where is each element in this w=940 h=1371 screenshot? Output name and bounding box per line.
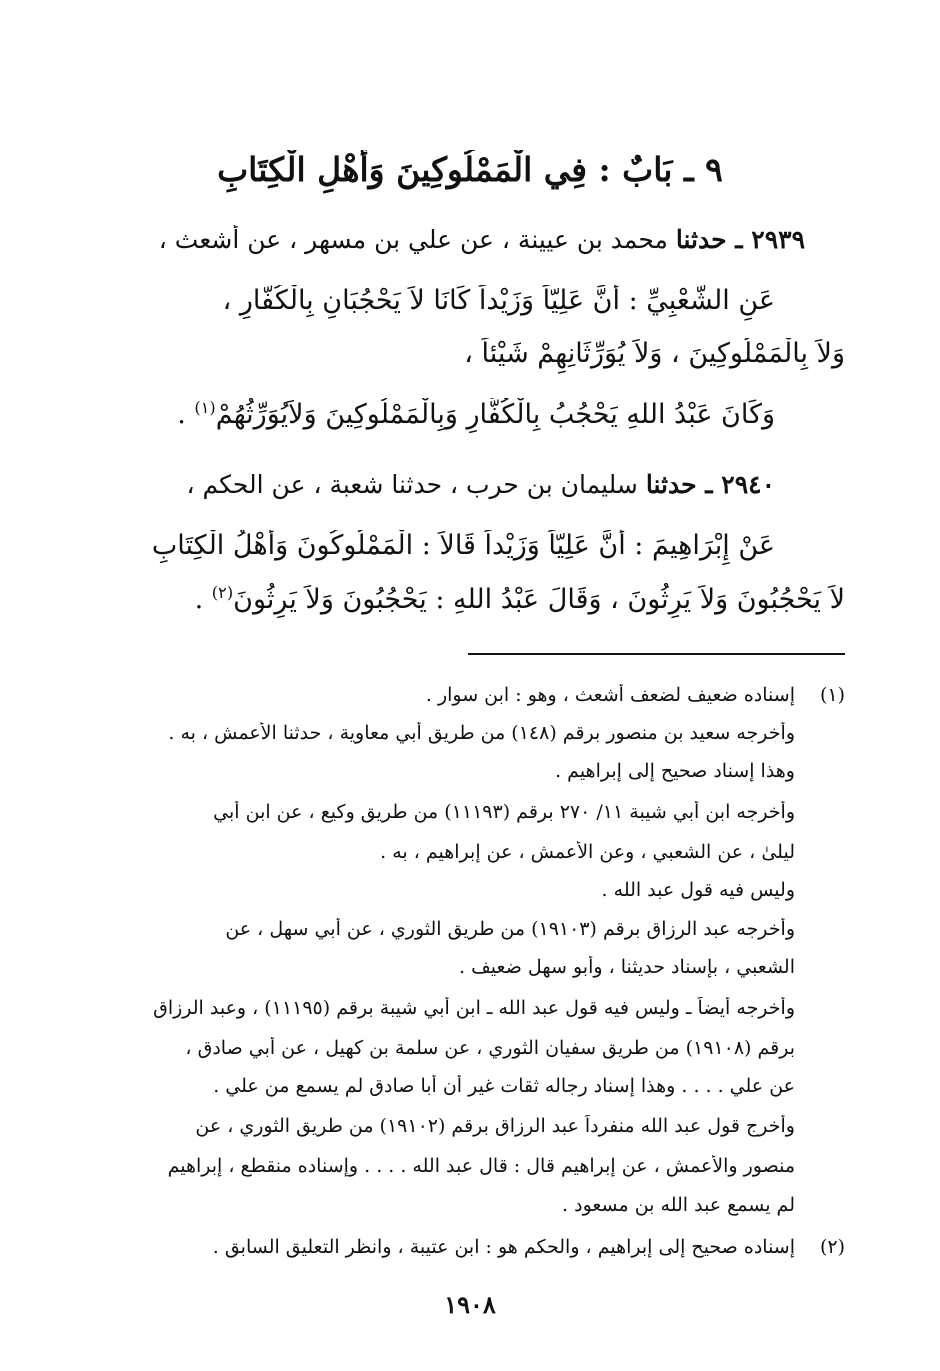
hadith-number: ٢٩٤٠ ـ حدثنا: [645, 470, 775, 499]
matn-text: لاَ يَحْجُبُونَ وَلاَ يَرِثُونَ ، وَقَالَ عَبْدُ اللهِ : يَحْجُبُونَ وَلاَ يَرِثُونَ: [233, 584, 845, 615]
footnote-line: منصور والأعمش ، عن إبراهيم قال : قال عبد الله . . . . وإسناده منقطع ، إبراهيم: [167, 1155, 795, 1177]
footnote-line: وأخرجه ابن أبي شيبة ١١/ ٢٧٠ برقم (١١١٩٣) من طريق وكيع ، عن ابن أبي: [213, 801, 795, 823]
footnote-line: وليس فيه قول عبد الله .: [601, 879, 795, 901]
matn-text: وَكَانَ عَبْدُ اللهِ يَحْجُبُ بِالْكُفَّارِ وَبِالْمَمْلُوكِينَ وَلاَيُوَرِّثُهُمْ: [215, 399, 775, 430]
footnote-ref-2: (٢): [211, 583, 234, 602]
footnote-line: عن علي . . . . وهذا إسناد رجاله ثقات غير أن أبا صادق لم يسمع من علي .: [213, 1075, 795, 1097]
hadith-2940-matn-line-2: [175, 583, 845, 629]
footnote-line: وأخرجه سعيد بن منصور برقم (١٤٨) من طريق أبي معاوية ، حدثنا الأعمش ، به .: [168, 722, 795, 744]
footnote-line: ليلىٰ ، عن الشعبي ، وعن الأعمش ، عن إبراهيم ، به .: [380, 841, 795, 863]
footnote-line: وأخرج قول عبد الله منفرداً عبد الرزاق برقم (١٩١٠٢) من طريق الثوري ، عن: [195, 1115, 795, 1137]
hadith-2939-matn-line-1: عَنِ الشَّعْبِيِّ : أَنَّ عَلِيّاً وَزَيْداً كَانَا لاَ يَحْجُبَانِ بِالْكُفَّارِ ،: [222, 285, 775, 316]
footnote-line: إسناده ضعيف لضعف أشعث ، وهو : ابن سوار .: [425, 684, 795, 706]
page-number: ١٩٠٨: [444, 1290, 496, 1319]
matn-end: .: [177, 399, 195, 430]
footnote-line: وهذا إسناد صحيح إلى إبراهيم .: [555, 760, 795, 782]
footnote-line: لم يسمع عبد الله بن مسعود .: [562, 1194, 795, 1216]
chapter-title: ٩ ـ بَابٌ : فِي الْمَمْلُوكِينَ وَأَهْلِ الْكِتَابِ: [217, 150, 723, 189]
footnote-line: وأخرجه أيضاً ـ وليس فيه قول عبد الله ـ ابن أبي شيبة برقم (١١١٩٥) ، وعبد الرزاق: [153, 997, 795, 1019]
footnote-separator: [468, 653, 845, 655]
footnote-line: الشعبي ، بإسناد حديثنا ، وأبو سهل ضعيف .: [459, 956, 795, 978]
isnad-text: سليمان بن حرب ، حدثنا شعبة ، عن الحكم ،: [186, 470, 638, 499]
footnote-line: إسناده صحيح إلى إبراهيم ، والحكم هو : ابن عتيبة ، وانظر التعليق السابق .: [212, 1236, 795, 1258]
hadith-2939-matn-line-3: [175, 398, 775, 444]
isnad-text: محمد بن عيينة ، عن علي بن مسهر ، عن أشعث ،: [158, 225, 668, 254]
matn-end: .: [194, 584, 212, 615]
footnote-2-marker: (٢): [819, 1236, 845, 1258]
hadith-2940-matn-line-1: عَنْ إِبْرَاهِيمَ : أَنَّ عَلِيّاً وَزَيْداً قَالاَ : الْمَمْلُوكُونَ وَأَهْلُ الْكِتَابِ: [151, 530, 775, 561]
hadith-2939-matn-line-2: وَلاَ بِالْمَمْلُوكِينَ ، وَلاَ يُوَرِّثَانِهِمْ شَيْئاً ،: [464, 338, 845, 369]
footnote-line: برقم (١٩١٠٨) من طريق سفيان الثوري ، عن سلمة بن كهيل ، عن أبي صادق ،: [185, 1037, 795, 1059]
footnote-line: وأخرجه عبد الرزاق برقم (١٩١٠٣) من طريق الثوري ، عن أبي سهل ، عن: [225, 918, 795, 940]
footnote-ref-1: (١): [194, 398, 216, 417]
footnote-1-marker: (١): [819, 684, 845, 706]
hadith-2939-isnad: [110, 225, 805, 265]
hadith-2940-isnad: [130, 470, 775, 510]
hadith-number: ٢٩٣٩ ـ حدثنا: [675, 225, 805, 254]
